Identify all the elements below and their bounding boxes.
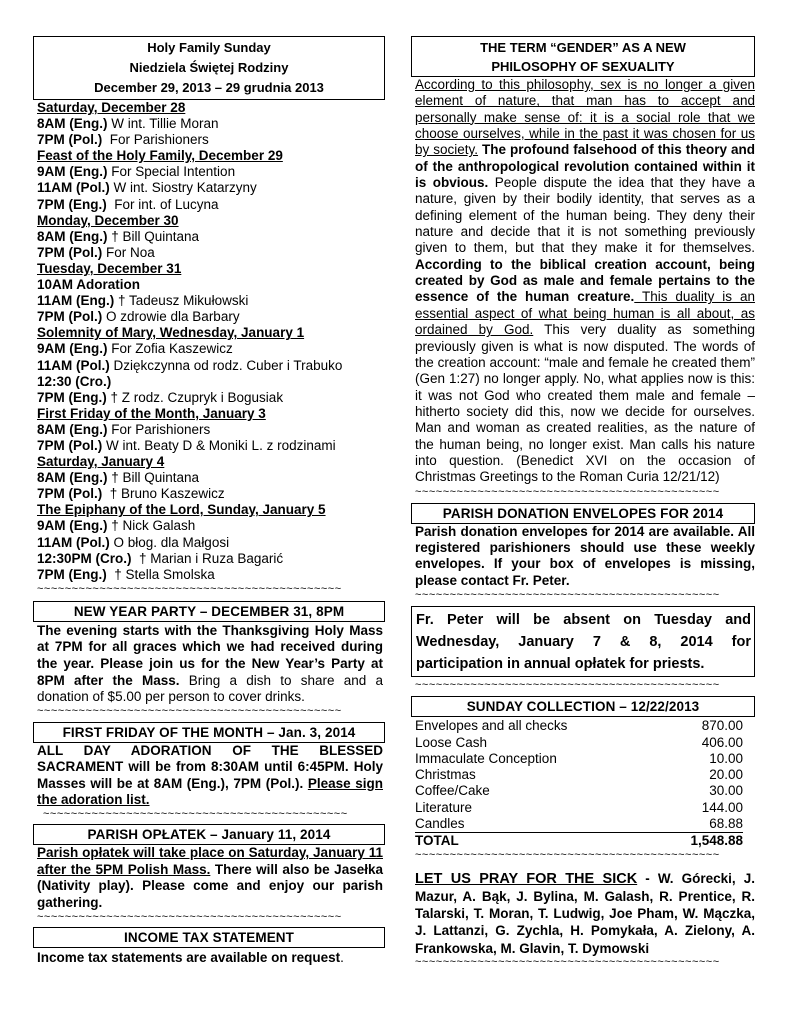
mass-time: 7PM (Pol.) (37, 244, 103, 260)
mass-intention: † Bill Quintana (107, 470, 200, 486)
first-friday-title-rest: – Jan. 3, 2014 (263, 724, 356, 740)
collection-amount: 870.00 (701, 718, 743, 734)
schedule-day-heading (37, 100, 385, 116)
divider: ~~~~~~~~~~~~~~~~~~~~~~~~~~~~~~~~~~~~~~~~~~~~ (43, 810, 348, 820)
mass-intention: O błog. dla Małgosi (109, 534, 230, 550)
oplatek-text (33, 845, 385, 911)
mass-entry (37, 422, 385, 438)
divider: ~~~~~~~~~~~~~~~~~~~~~~~~~~~~~~~~~~~~~~~~~~~~ (37, 913, 342, 923)
collection-total-amount: 1,548.88 (690, 833, 743, 849)
divider: ~~~~~~~~~~~~~~~~~~~~~~~~~~~~~~~~~~~~~~~~~~~~ (415, 681, 720, 691)
collection-amount: 406.00 (701, 734, 743, 750)
day-label: Feast of the Holy Family, December 29 (37, 148, 283, 164)
envelopes-title: PARISH DONATION ENVELOPES FOR 2014 (411, 503, 755, 524)
collection-amount: 68.88 (709, 816, 743, 831)
divider: ~~~~~~~~~~~~~~~~~~~~~~~~~~~~~~~~~~~~~~~~~~~~ (415, 591, 720, 601)
day-label: Saturday, December 28 (37, 100, 186, 115)
mass-entry (37, 132, 385, 148)
first-friday-body: ALL DAY ADORATION OF THE BLESSED SACRAMENT will be from 8:30AM until 6:45PM. Holy Masses will be at 8AM (Eng.), 7PM (Pol.). (37, 742, 383, 791)
collection-label: Christmas (415, 767, 476, 783)
mass-intention: † Z rodz. Czupryk i Bogusiak (106, 389, 284, 405)
income-tax-end: . (340, 950, 344, 966)
day-label: Monday, December 30 (37, 212, 179, 228)
envelopes-text: Parish donation envelopes for 2014 are available. All registered parishioners should use these weekly envelopes. If your box of envelopes is missing, please contact Fr. Peter. (415, 523, 755, 588)
mass-intention: For int. of Lucyna (106, 196, 219, 212)
collection-label: Loose Cash (415, 734, 488, 750)
mass-intention: W int. Beaty D & Moniki L. z rodzinami (102, 437, 336, 453)
collection-row (415, 783, 755, 799)
mass-schedule (33, 100, 385, 583)
mass-intention: † Tadeusz Mikułowski (114, 293, 249, 309)
gender-p1-bold: The profound falsehood of this theory and of the anthropological revolution contained within it is obvious. (415, 142, 755, 191)
mass-intention: W int. Siostry Katarzyny (109, 180, 257, 196)
day-label: The Epiphany of the Lord, Sunday, January 5 (37, 502, 326, 518)
collection-total-label: TOTAL (415, 833, 459, 849)
first-friday-text (33, 743, 385, 809)
collection-row (415, 718, 755, 734)
prayer-list-names: - W. Górecki, J. Mazur, A. Bąk, J. Bylina, M. Galash, R. Prentice, R. Talarski, T. Moran, T. Ludwig, Joe Pham, W. Mączka, J. Lattanzi, G. Zychla, H. Pomykała, A. Zielony, A. Frankowska, M. Glavin, T. Dymowski (415, 870, 755, 956)
day-label: Tuesday, December 31 (37, 260, 182, 276)
divider: ~~~~~~~~~~~~~~~~~~~~~~~~~~~~~~~~~~~~~~~~~~~~ (415, 487, 720, 497)
gender-title (411, 36, 755, 77)
schedule-day-heading (37, 148, 385, 164)
new-year-title: NEW YEAR PARTY – DECEMBER 31, 8PM (33, 601, 385, 622)
mass-time: 12:30PM (Cro.) (37, 550, 132, 566)
mass-intention: † Marian i Ruza Bagarić (131, 550, 284, 566)
mass-intention: For Special Intention (107, 164, 236, 180)
mass-entry (37, 164, 385, 180)
mass-entry (37, 438, 385, 454)
new-year-text (33, 623, 385, 706)
mass-intention: For Parishioners (102, 132, 209, 148)
mass-time: 7PM (Pol.) (37, 437, 103, 453)
mass-entry (37, 567, 385, 583)
mass-intention: W int. Tillie Moran (107, 116, 219, 132)
day-label: Saturday, January 4 (37, 454, 165, 470)
income-tax-body: Income tax statements are available on request (37, 950, 341, 966)
mass-entry (37, 518, 385, 534)
first-friday-title-bold: FIRST FRIDAY OF THE MONTH (62, 724, 264, 740)
schedule-day-heading (37, 502, 385, 518)
right-column (411, 36, 755, 967)
mass-time: 7PM (Pol.) (37, 486, 103, 502)
mass-entry (37, 116, 385, 132)
oplatek-body: There will also be Jasełka (Nativity play). Please come and enjoy our parish gathering. (37, 861, 383, 910)
schedule-day-heading (37, 406, 385, 422)
day-label: Solemnity of Mary, Wednesday, January 1 (37, 325, 305, 341)
collection-label: Envelopes and all checks (415, 718, 568, 734)
collection-total-row (411, 833, 755, 849)
first-friday-title (33, 722, 385, 743)
mass-time: 9AM (Eng.) (37, 341, 108, 357)
collection-row (415, 735, 755, 751)
header-line-3: December 29, 2013 – 29 grudnia 2013 (94, 80, 324, 95)
income-tax-title: INCOME TAX STATEMENT (33, 927, 385, 948)
mass-intention: For Zofia Kaszewicz (107, 341, 233, 357)
collection-row (415, 816, 743, 833)
gender-p4: This very duality as something previously given is what is now disputed. The words of the creation account: “male and female he created them” (Gen 1:27) no longer apply. No, what applies now is this: it was not God who created them male and female – hitherto society did this, now we decide for ourselves. Man and woman as created realities, as the nature of the human being, no longer exist. Man calls his nature into question. (Benedict XVI on the occasion of Christmas Greetings to the Roman Curia 12/21/12) (415, 322, 755, 485)
mass-intention: † Bill Quintana (107, 228, 200, 244)
mass-time: 10AM Adoration (37, 277, 141, 293)
gender-p3-bold: According to the biblical creation account, being created by God as male and female pertains to the essence of the human creature. (415, 256, 755, 305)
mass-entry (37, 229, 385, 245)
mass-intention: Dziękczynna od rodz. Cuber i Trabuko (109, 357, 343, 373)
collection-amount: 30.00 (709, 783, 743, 799)
left-column (33, 36, 385, 966)
mass-time: 8AM (Eng.) (37, 421, 108, 437)
gender-p1-underline: According to this philosophy, sex is no longer a given element of nature, that man has to accept and personally make sense of: it is a social role that we choose ourselves, while in the past it was chosen for us by society. (415, 77, 755, 158)
header-line-1: Holy Family Sunday (147, 40, 271, 55)
collection-label: Literature (415, 799, 473, 815)
collection-amount: 20.00 (709, 767, 743, 783)
mass-time: 7PM (Eng.) (37, 196, 107, 212)
collection-label: Coffee/Cake (415, 783, 490, 799)
mass-intention: † Stella Smolska (106, 566, 215, 582)
mass-intention: For Noa (102, 244, 155, 260)
gender-title-line-2: PHILOSOPHY OF SEXUALITY (491, 59, 675, 74)
mass-schedule-header (33, 36, 385, 100)
mass-time: 9AM (Eng.) (37, 518, 108, 534)
gender-article (411, 77, 755, 486)
day-label: First Friday of the Month, January 3 (37, 405, 266, 421)
mass-time: 7PM (Eng.) (37, 566, 107, 582)
collection-row (415, 751, 755, 767)
schedule-day-heading (37, 325, 385, 341)
mass-intention: † Nick Galash (107, 518, 196, 534)
mass-time: 12:30 (Cro.) (37, 373, 112, 389)
income-tax-text (33, 950, 385, 966)
oplatek-title-bold: PARISH OPŁATEK (87, 827, 207, 843)
collection-row (415, 800, 755, 816)
mass-entry (37, 470, 385, 486)
mass-time: 8AM (Eng.) (37, 116, 108, 132)
new-year-bold: The evening starts with the Thanksgiving Holy Mass at 7PM for all graces which we had received during the year. Please join us for the New Year’s Party at 8PM after the Mass. (37, 622, 383, 688)
adoration-signup: Please sign the adoration list. (37, 775, 383, 807)
mass-entry (37, 277, 385, 293)
mass-entry (37, 486, 385, 502)
mass-entry (37, 180, 385, 196)
divider: ~~~~~~~~~~~~~~~~~~~~~~~~~~~~~~~~~~~~~~~~~~~~ (415, 850, 720, 860)
gender-p3-underline: This duality is an essential aspect of what being human is all about, as ordained by God. (415, 289, 755, 338)
fr-peter-notice: Fr. Peter will be absent on Tuesday and Wednesday, January 7 & 8, 2014 for participation in annual opłatek for priests. (411, 606, 755, 677)
mass-time: 11AM (Eng.) (37, 293, 115, 309)
gender-title-line-1: THE TERM “GENDER” AS A NEW (480, 40, 686, 55)
schedule-day-heading (37, 213, 385, 229)
oplatek-title-rest: – January 11, 2014 (206, 827, 331, 843)
mass-entry (37, 341, 385, 357)
mass-time: 11AM (Pol.) (37, 534, 110, 550)
mass-time: 8AM (Eng.) (37, 470, 108, 486)
mass-entry (37, 293, 385, 309)
oplatek-date: Parish opłatek will take place on Saturday, January 11 after the 5PM Polish Mass. (37, 845, 383, 877)
mass-time: 7PM (Pol.) (37, 309, 103, 325)
mass-intention: For Parishioners (107, 421, 211, 437)
mass-time: 8AM (Eng.) (37, 228, 108, 244)
gender-p2: People dispute the idea that they have a nature, given by their bodily identity, that serves as a defining element of the human being. They deny their nature and decide that it is not something previously given to them, but that they make it for themselves. (415, 175, 756, 256)
prayer-list (411, 870, 755, 957)
mass-time: 7PM (Eng.) (37, 389, 107, 405)
mass-intention: O zdrowie dla Barbary (102, 309, 240, 325)
collection-label: Immaculate Conception (415, 750, 557, 766)
schedule-day-heading (37, 261, 385, 277)
mass-entry (37, 309, 385, 325)
collection-amount: 10.00 (709, 750, 743, 766)
divider: ~~~~~~~~~~~~~~~~~~~~~~~~~~~~~~~~~~~~~~~~~~~~ (37, 706, 342, 716)
new-year-normal: Bring a dish to share and a donation of $5.00 per person to cover drinks. (37, 672, 383, 705)
mass-intention: † Bruno Kaszewicz (102, 486, 225, 502)
mass-time: 9AM (Eng.) (37, 164, 108, 180)
mass-entry (37, 535, 385, 551)
collection-table (411, 718, 755, 833)
mass-time: 11AM (Pol.) (37, 180, 110, 196)
collection-label: Candles (415, 816, 465, 831)
mass-entry (37, 245, 385, 261)
schedule-day-heading (37, 454, 385, 470)
mass-time: 7PM (Pol.) (37, 132, 103, 148)
mass-entry (37, 374, 385, 390)
mass-entry (37, 551, 385, 567)
divider: ~~~~~~~~~~~~~~~~~~~~~~~~~~~~~~~~~~~~~~~~~~~~ (415, 958, 720, 968)
header-line-2: Niedziela Świętej Rodziny (129, 60, 289, 75)
collection-title: SUNDAY COLLECTION – 12/22/2013 (411, 696, 755, 717)
oplatek-title (33, 824, 385, 845)
divider: ~~~~~~~~~~~~~~~~~~~~~~~~~~~~~~~~~~~~~~~~~~~~ (37, 584, 342, 594)
collection-row (415, 767, 755, 783)
mass-time: 11AM (Pol.) (37, 357, 110, 373)
prayer-list-heading: LET US PRAY FOR THE SICK (415, 870, 638, 887)
mass-entry (37, 390, 385, 406)
mass-entry (37, 358, 385, 374)
mass-entry (37, 197, 385, 213)
collection-amount: 144.00 (701, 799, 743, 815)
